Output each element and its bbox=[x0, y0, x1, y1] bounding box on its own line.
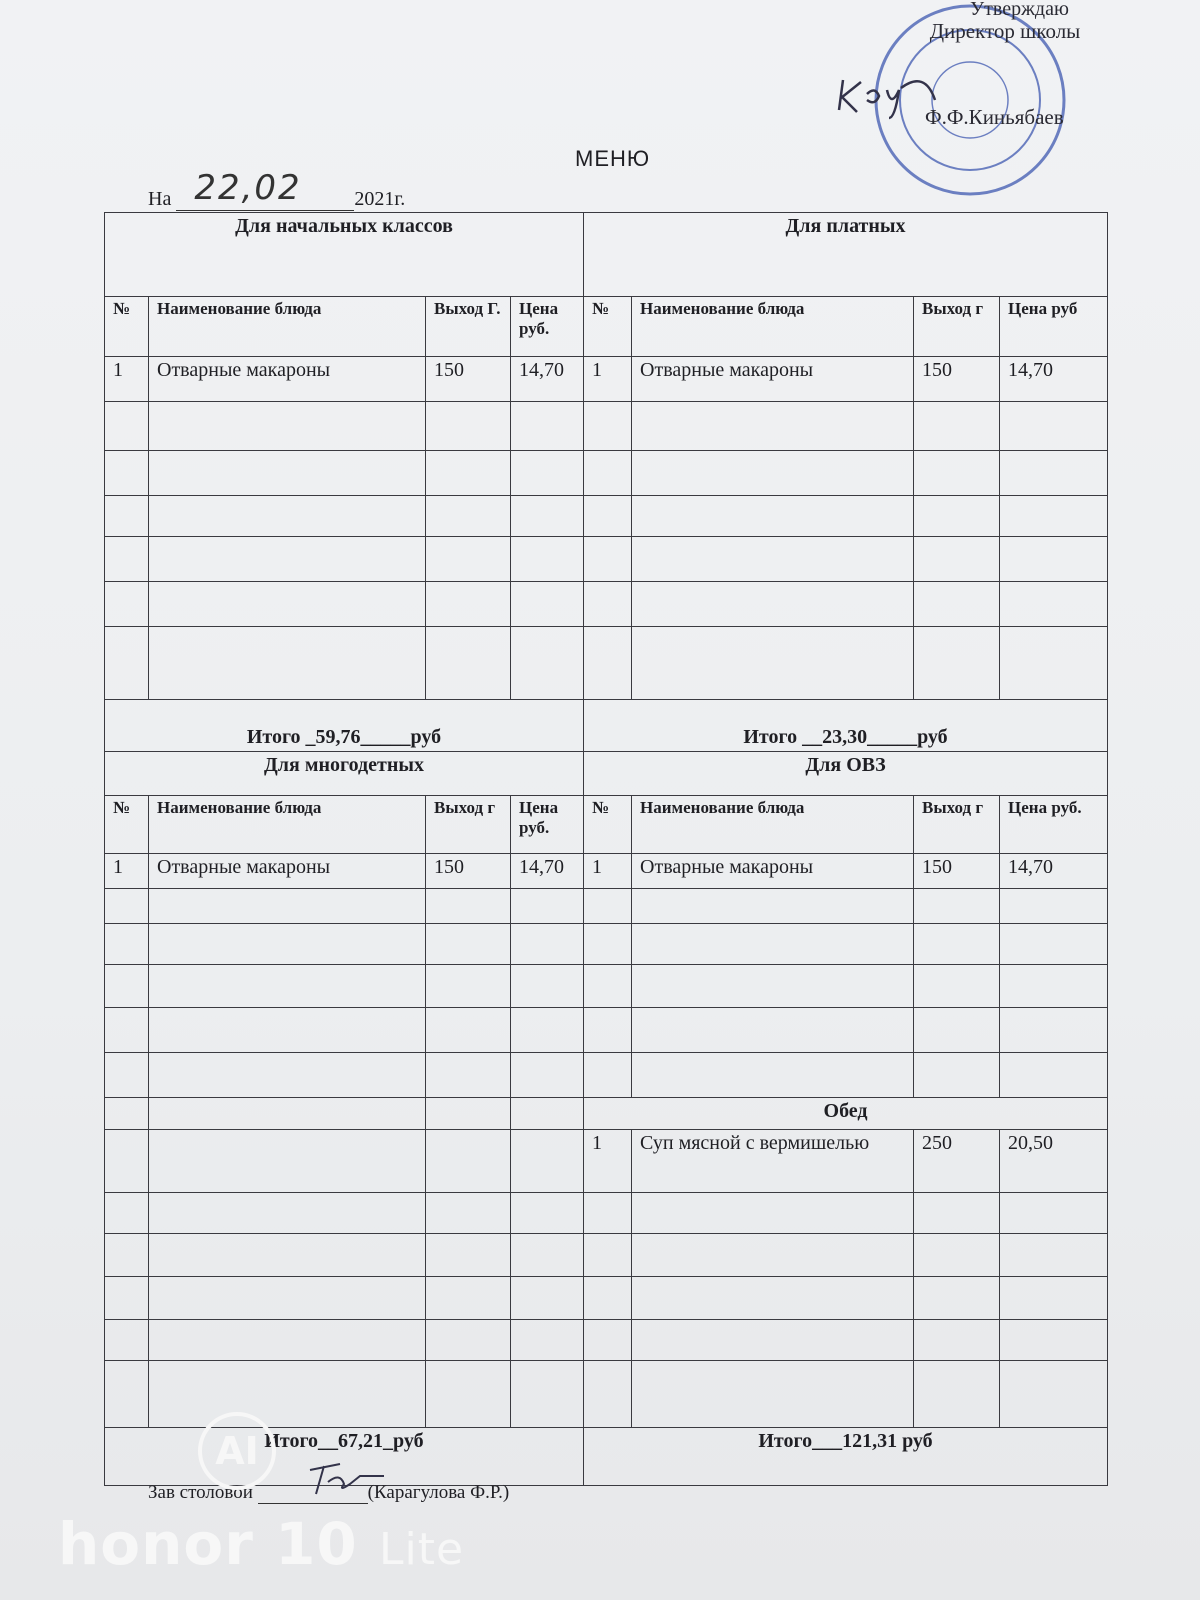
empty-cell bbox=[149, 1053, 426, 1098]
empty-cell bbox=[105, 1320, 149, 1361]
dish-name: Суп мясной с вермишелью bbox=[632, 1130, 914, 1193]
item-number: 1 bbox=[105, 357, 149, 402]
director-title: Директор школы bbox=[929, 19, 1081, 43]
empty-cell bbox=[105, 496, 149, 537]
empty-cell bbox=[511, 1277, 584, 1320]
empty-cell bbox=[632, 496, 914, 537]
table-row bbox=[105, 1098, 1108, 1130]
empty-cell bbox=[426, 1098, 511, 1130]
dish-name: Отварные макароны bbox=[632, 357, 914, 402]
empty-cell bbox=[1000, 582, 1108, 627]
table-row bbox=[105, 451, 1108, 496]
empty-cell bbox=[1000, 965, 1108, 1008]
item-number: 1 bbox=[584, 357, 632, 402]
col-dish-name: Наименование блюда bbox=[632, 297, 914, 357]
empty-cell bbox=[105, 1053, 149, 1098]
empty-cell bbox=[584, 1277, 632, 1320]
item-number: 1 bbox=[105, 854, 149, 889]
empty-cell bbox=[426, 1053, 511, 1098]
empty-cell bbox=[584, 582, 632, 627]
empty-cell bbox=[584, 451, 632, 496]
table-row bbox=[105, 1320, 1108, 1361]
empty-cell bbox=[105, 402, 149, 451]
table-row bbox=[105, 1193, 1108, 1234]
table-row bbox=[105, 1277, 1108, 1320]
empty-cell bbox=[914, 965, 1000, 1008]
dish-price: 14,70 bbox=[1000, 357, 1108, 402]
portion-weight: 150 bbox=[914, 357, 1000, 402]
col-output: Выход Г. bbox=[426, 297, 511, 357]
empty-cell bbox=[426, 496, 511, 537]
empty-cell bbox=[914, 1361, 1000, 1428]
section-primary-title: Для начальных классов bbox=[105, 213, 584, 297]
empty-cell bbox=[1000, 1008, 1108, 1053]
empty-cell bbox=[1000, 889, 1108, 924]
empty-cell bbox=[511, 1053, 584, 1098]
empty-cell bbox=[584, 924, 632, 965]
section-lunch-title: Обед bbox=[584, 1098, 1108, 1130]
section-large-family-title: Для многодетных bbox=[105, 752, 584, 796]
table-row bbox=[105, 213, 1108, 297]
empty-cell bbox=[511, 1320, 584, 1361]
empty-cell bbox=[426, 1234, 511, 1277]
empty-cell bbox=[426, 582, 511, 627]
empty-cell bbox=[1000, 627, 1108, 700]
table-row bbox=[105, 582, 1108, 627]
empty-cell bbox=[584, 1053, 632, 1098]
empty-cell bbox=[632, 1361, 914, 1428]
empty-cell bbox=[511, 924, 584, 965]
empty-cell bbox=[511, 402, 584, 451]
empty-cell bbox=[914, 1234, 1000, 1277]
table-row bbox=[105, 297, 1108, 357]
empty-cell bbox=[1000, 1361, 1108, 1428]
table-row bbox=[105, 1053, 1108, 1098]
approval-block bbox=[910, 0, 1100, 129]
total-paid: Итого __23,30_____руб bbox=[584, 700, 1108, 752]
footer-role: Зав столовой bbox=[148, 1482, 253, 1503]
col-dish-name: Наименование блюда bbox=[149, 297, 426, 357]
dish-price: 14,70 bbox=[511, 357, 584, 402]
empty-cell bbox=[426, 1277, 511, 1320]
table-row bbox=[105, 1234, 1108, 1277]
footer-name: (Карагулова Ф.Р.) bbox=[367, 1482, 510, 1503]
empty-cell bbox=[632, 1008, 914, 1053]
empty-cell bbox=[632, 889, 914, 924]
total-ovz: Итого___121,31 руб bbox=[584, 1428, 1108, 1486]
table-row bbox=[105, 496, 1108, 537]
empty-cell bbox=[426, 402, 511, 451]
dish-name: Отварные макароны bbox=[149, 854, 426, 889]
empty-cell bbox=[1000, 451, 1108, 496]
empty-cell bbox=[149, 889, 426, 924]
col-number: № bbox=[584, 796, 632, 854]
table-row bbox=[105, 357, 1108, 402]
empty-cell bbox=[511, 496, 584, 537]
col-price: Цена руб. bbox=[511, 297, 584, 357]
portion-weight: 250 bbox=[914, 1130, 1000, 1193]
empty-cell bbox=[584, 1361, 632, 1428]
table-row bbox=[105, 796, 1108, 854]
empty-cell bbox=[511, 1234, 584, 1277]
empty-cell bbox=[632, 1234, 914, 1277]
empty-cell bbox=[105, 451, 149, 496]
table-row bbox=[105, 537, 1108, 582]
portion-weight: 150 bbox=[426, 854, 511, 889]
empty-cell bbox=[584, 1234, 632, 1277]
col-number: № bbox=[105, 297, 149, 357]
section-ovz-title: Для ОВЗ bbox=[584, 752, 1108, 796]
empty-cell bbox=[914, 402, 1000, 451]
total-large-family: Итого__67,21_руб bbox=[105, 1428, 584, 1486]
empty-cell bbox=[149, 627, 426, 700]
empty-cell bbox=[511, 1008, 584, 1053]
empty-cell bbox=[149, 924, 426, 965]
table-row bbox=[105, 1130, 1108, 1193]
empty-cell bbox=[584, 402, 632, 451]
total-primary: Итого _59,76_____руб bbox=[105, 700, 584, 752]
empty-cell bbox=[149, 1320, 426, 1361]
col-price: Цена руб. bbox=[511, 796, 584, 854]
col-dish-name: Наименование блюда bbox=[149, 796, 426, 854]
empty-cell bbox=[632, 627, 914, 700]
empty-cell bbox=[914, 1053, 1000, 1098]
empty-cell bbox=[584, 1193, 632, 1234]
empty-cell bbox=[1000, 1277, 1108, 1320]
empty-cell bbox=[632, 537, 914, 582]
col-output: Выход г bbox=[426, 796, 511, 854]
footer-signature-line bbox=[148, 1482, 509, 1504]
empty-cell bbox=[1000, 537, 1108, 582]
camera-brand bbox=[58, 1510, 464, 1578]
empty-cell bbox=[426, 965, 511, 1008]
portion-weight: 150 bbox=[426, 357, 511, 402]
table-row bbox=[105, 700, 1108, 752]
col-number: № bbox=[584, 297, 632, 357]
dish-price: 20,50 bbox=[1000, 1130, 1108, 1193]
empty-cell bbox=[105, 1193, 149, 1234]
director-name: Ф.Ф.Киньябаев bbox=[925, 105, 1064, 129]
empty-cell bbox=[511, 1193, 584, 1234]
date-year: 2021г. bbox=[354, 188, 406, 210]
empty-cell bbox=[914, 1193, 1000, 1234]
empty-cell bbox=[1000, 1234, 1108, 1277]
empty-cell bbox=[584, 1320, 632, 1361]
empty-cell bbox=[105, 1130, 149, 1193]
empty-cell bbox=[105, 889, 149, 924]
empty-cell bbox=[149, 496, 426, 537]
brand-name: honor 10 bbox=[58, 1510, 358, 1578]
portion-weight: 150 bbox=[914, 854, 1000, 889]
empty-cell bbox=[914, 1277, 1000, 1320]
menu-table bbox=[104, 212, 1108, 1486]
empty-cell bbox=[914, 889, 1000, 924]
empty-cell bbox=[149, 1277, 426, 1320]
date-prefix: На bbox=[148, 188, 177, 210]
empty-cell bbox=[426, 1361, 511, 1428]
empty-cell bbox=[149, 1130, 426, 1193]
empty-cell bbox=[426, 889, 511, 924]
empty-cell bbox=[584, 537, 632, 582]
empty-cell bbox=[105, 924, 149, 965]
empty-cell bbox=[914, 537, 1000, 582]
item-number: 1 bbox=[584, 854, 632, 889]
col-number: № bbox=[105, 796, 149, 854]
empty-cell bbox=[426, 1320, 511, 1361]
dish-price: 14,70 bbox=[1000, 854, 1108, 889]
empty-cell bbox=[426, 1008, 511, 1053]
approval-label: Утверждаю bbox=[970, 0, 1069, 20]
empty-cell bbox=[914, 924, 1000, 965]
empty-cell bbox=[914, 1008, 1000, 1053]
empty-cell bbox=[914, 582, 1000, 627]
empty-cell bbox=[149, 965, 426, 1008]
table-row bbox=[105, 854, 1108, 889]
item-number: 1 bbox=[584, 1130, 632, 1193]
empty-cell bbox=[632, 1320, 914, 1361]
empty-cell bbox=[511, 965, 584, 1008]
empty-cell bbox=[105, 1098, 149, 1130]
empty-cell bbox=[914, 496, 1000, 537]
dish-price: 14,70 bbox=[511, 854, 584, 889]
brand-suffix: Lite bbox=[379, 1524, 465, 1575]
empty-cell bbox=[584, 965, 632, 1008]
dish-name: Отварные макароны bbox=[632, 854, 914, 889]
empty-cell bbox=[914, 451, 1000, 496]
empty-cell bbox=[426, 451, 511, 496]
empty-cell bbox=[105, 1277, 149, 1320]
empty-cell bbox=[632, 582, 914, 627]
empty-cell bbox=[511, 627, 584, 700]
empty-cell bbox=[149, 537, 426, 582]
table-row bbox=[105, 965, 1108, 1008]
empty-cell bbox=[511, 1361, 584, 1428]
empty-cell bbox=[426, 924, 511, 965]
empty-cell bbox=[105, 1008, 149, 1053]
empty-cell bbox=[1000, 924, 1108, 965]
empty-cell bbox=[511, 1130, 584, 1193]
empty-cell bbox=[914, 1320, 1000, 1361]
col-price: Цена руб bbox=[1000, 297, 1108, 357]
empty-cell bbox=[105, 627, 149, 700]
empty-cell bbox=[632, 451, 914, 496]
empty-cell bbox=[149, 402, 426, 451]
empty-cell bbox=[511, 537, 584, 582]
table-row bbox=[105, 1008, 1108, 1053]
empty-cell bbox=[105, 965, 149, 1008]
empty-cell bbox=[511, 1098, 584, 1130]
page-title: МЕНЮ bbox=[575, 146, 651, 171]
empty-cell bbox=[149, 582, 426, 627]
dish-name: Отварные макароны bbox=[149, 357, 426, 402]
col-dish-name: Наименование блюда bbox=[632, 796, 914, 854]
empty-cell bbox=[149, 1361, 426, 1428]
empty-cell bbox=[584, 889, 632, 924]
empty-cell bbox=[914, 627, 1000, 700]
empty-cell bbox=[149, 1234, 426, 1277]
table-row bbox=[105, 924, 1108, 965]
ai-camera-badge: AI bbox=[198, 1412, 276, 1490]
empty-cell bbox=[149, 1193, 426, 1234]
empty-cell bbox=[149, 451, 426, 496]
empty-cell bbox=[105, 537, 149, 582]
empty-cell bbox=[1000, 1053, 1108, 1098]
empty-cell bbox=[584, 1008, 632, 1053]
empty-cell bbox=[426, 1193, 511, 1234]
empty-cell bbox=[584, 627, 632, 700]
empty-cell bbox=[1000, 402, 1108, 451]
date-line bbox=[148, 168, 406, 211]
table-row bbox=[105, 402, 1108, 451]
empty-cell bbox=[426, 627, 511, 700]
empty-cell bbox=[511, 582, 584, 627]
empty-cell bbox=[426, 537, 511, 582]
empty-cell bbox=[105, 582, 149, 627]
empty-cell bbox=[632, 924, 914, 965]
empty-cell bbox=[149, 1098, 426, 1130]
empty-cell bbox=[105, 1361, 149, 1428]
handwritten-date: 22,02 bbox=[194, 168, 302, 208]
empty-cell bbox=[1000, 1320, 1108, 1361]
empty-cell bbox=[1000, 496, 1108, 537]
empty-cell bbox=[632, 402, 914, 451]
empty-cell bbox=[632, 1193, 914, 1234]
empty-cell bbox=[511, 451, 584, 496]
empty-cell bbox=[584, 496, 632, 537]
empty-cell bbox=[105, 1234, 149, 1277]
col-price: Цена руб. bbox=[1000, 796, 1108, 854]
empty-cell bbox=[632, 1277, 914, 1320]
empty-cell bbox=[511, 889, 584, 924]
empty-cell bbox=[632, 1053, 914, 1098]
empty-cell bbox=[1000, 1193, 1108, 1234]
table-row bbox=[105, 889, 1108, 924]
table-row bbox=[105, 627, 1108, 700]
empty-cell bbox=[632, 965, 914, 1008]
section-paid-title: Для платных bbox=[584, 213, 1108, 297]
empty-cell bbox=[149, 1008, 426, 1053]
col-output: Выход г bbox=[914, 796, 1000, 854]
empty-cell bbox=[426, 1130, 511, 1193]
table-row bbox=[105, 752, 1108, 796]
col-output: Выход г bbox=[914, 297, 1000, 357]
